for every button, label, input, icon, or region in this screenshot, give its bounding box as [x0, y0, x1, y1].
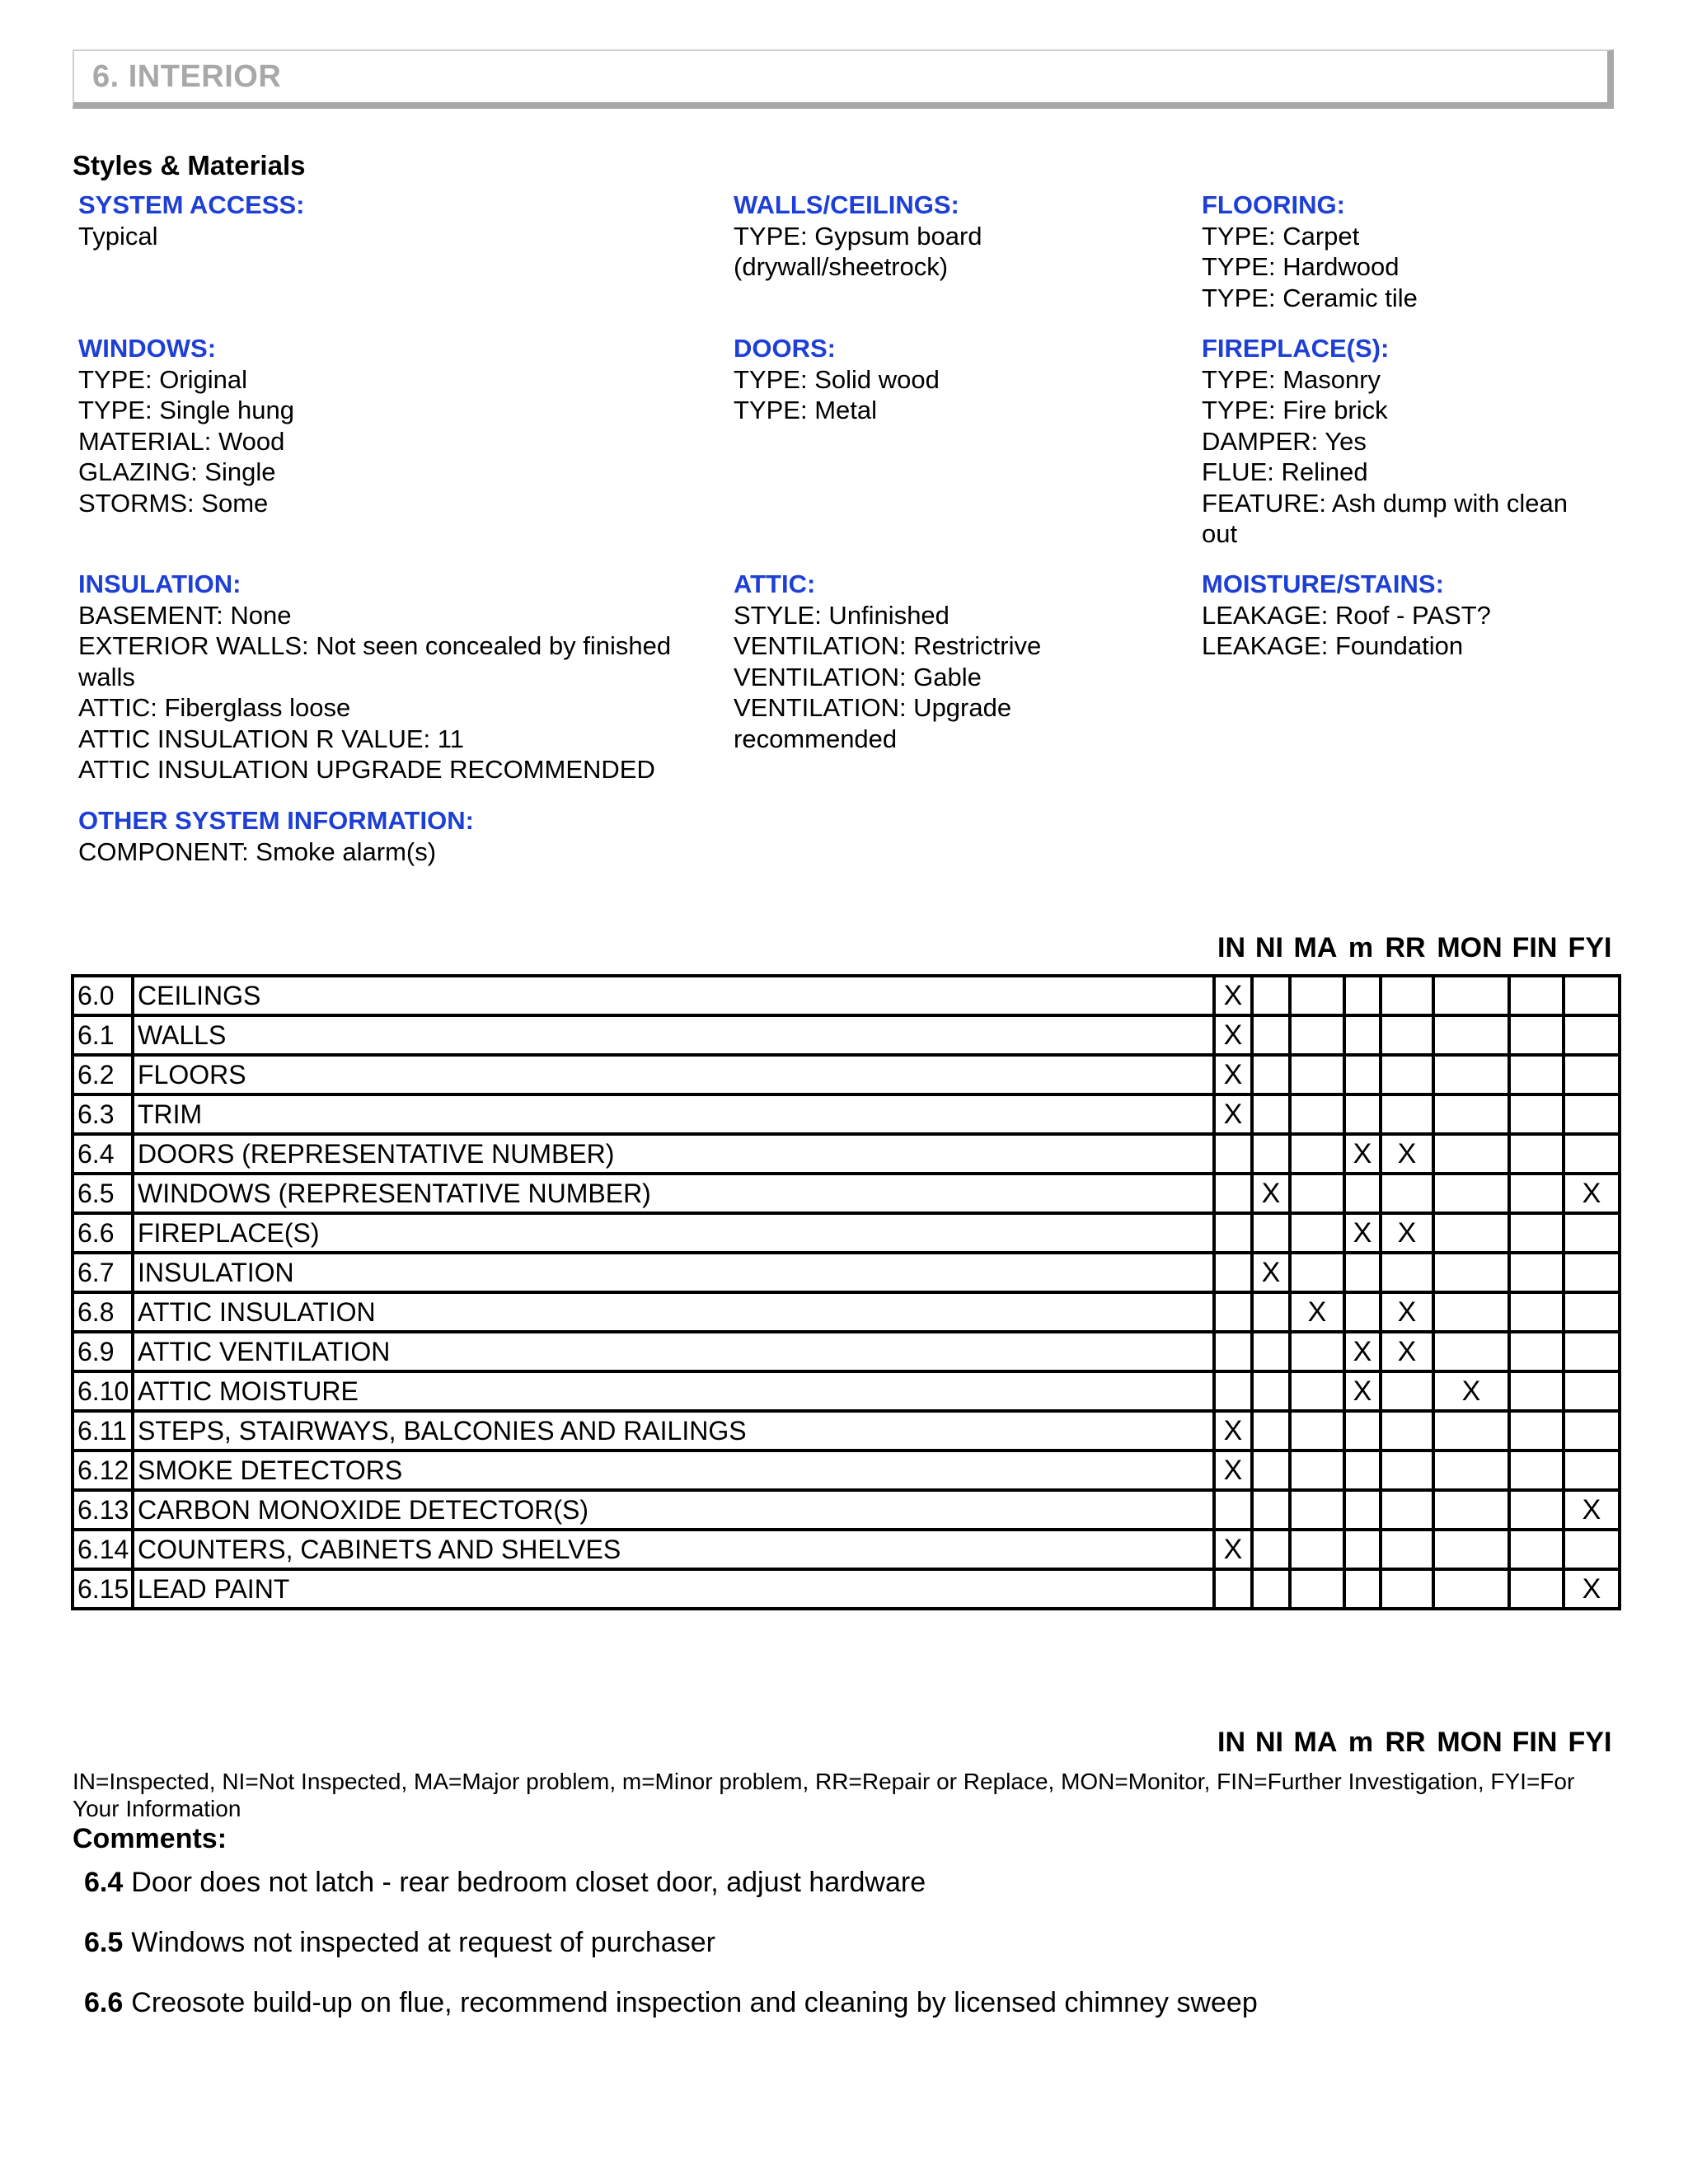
- mark-cell-fin: [1509, 1213, 1564, 1253]
- row-number: 6.11: [73, 1411, 133, 1451]
- block-header: OTHER SYSTEM INFORMATION:: [78, 806, 474, 835]
- column-header-fin: FIN: [1512, 1727, 1558, 1758]
- table-row: [73, 1094, 1620, 1134]
- column-header-mon: MON: [1437, 1727, 1503, 1758]
- row-item-label: ATTIC INSULATION: [133, 1292, 1214, 1332]
- block-line: BASEMENT: None: [78, 600, 292, 630]
- table-row: [73, 1411, 1620, 1451]
- mark-cell-mon: X: [1433, 1371, 1509, 1411]
- mark-cell-m: X: [1344, 1134, 1381, 1174]
- row-item-label: CARBON MONOXIDE DETECTOR(S): [133, 1490, 1214, 1530]
- mark-cell-m: [1344, 1411, 1381, 1451]
- mark-cell-ma: [1290, 1332, 1344, 1371]
- row-number: 6.7: [73, 1253, 133, 1292]
- mark-cell-fyi: [1564, 1530, 1620, 1569]
- mark-cell-fyi: [1564, 1411, 1620, 1451]
- mark-cell-ni: X: [1252, 1253, 1290, 1292]
- block-attic: [734, 569, 1041, 754]
- mark-cell-fyi: [1564, 1332, 1620, 1371]
- mark-cell-fin: [1509, 1253, 1564, 1292]
- mark-cell-ma: [1290, 1451, 1344, 1490]
- mark-cell-ni: [1252, 976, 1290, 1015]
- mark-cell-ni: [1252, 1371, 1290, 1411]
- mark-cell-ni: [1252, 1569, 1290, 1609]
- mark-cell-ma: [1290, 1134, 1344, 1174]
- table-row: [73, 1451, 1620, 1490]
- mark-cell-in: X: [1214, 1451, 1252, 1490]
- mark-cell-in: [1214, 1253, 1252, 1292]
- table-row: [73, 1530, 1620, 1569]
- mark-cell-fyi: X: [1564, 1490, 1620, 1530]
- block-line: TYPE: Hardwood: [1202, 252, 1400, 281]
- mark-cell-m: [1344, 1094, 1381, 1134]
- mark-cell-fyi: [1564, 1213, 1620, 1253]
- mark-cell-m: [1344, 1055, 1381, 1094]
- mark-cell-ni: [1252, 1490, 1290, 1530]
- row-number: 6.10: [73, 1371, 133, 1411]
- mark-cell-fyi: [1564, 976, 1620, 1015]
- block-line: GLAZING: Single: [78, 457, 276, 486]
- block-line: TYPE: Gypsum board: [734, 221, 982, 251]
- mark-cell-mon: [1433, 1055, 1509, 1094]
- mark-cell-fin: [1509, 1411, 1564, 1451]
- row-item-label: TRIM: [133, 1094, 1214, 1134]
- column-header-mon: MON: [1437, 932, 1503, 963]
- mark-cell-ma: [1290, 1055, 1344, 1094]
- mark-cell-fyi: [1564, 1055, 1620, 1094]
- mark-cell-fin: [1509, 976, 1564, 1015]
- mark-cell-fyi: X: [1564, 1569, 1620, 1609]
- block-line: TYPE: Carpet: [1202, 221, 1360, 251]
- mark-cell-m: [1344, 1015, 1381, 1055]
- mark-cell-m: [1344, 1451, 1381, 1490]
- block-header: DOORS:: [734, 334, 836, 363]
- mark-cell-in: X: [1214, 976, 1252, 1015]
- row-number: 6.13: [73, 1490, 133, 1530]
- column-header-m: m: [1348, 1727, 1374, 1758]
- mark-cell-ma: [1290, 1569, 1344, 1609]
- mark-cell-ma: [1290, 1015, 1344, 1055]
- mark-cell-mon: [1433, 1451, 1509, 1490]
- mark-cell-fyi: [1564, 1292, 1620, 1332]
- column-header-ma: MA: [1293, 932, 1338, 963]
- row-number: 6.12: [73, 1451, 133, 1490]
- mark-cell-mon: [1433, 1213, 1509, 1253]
- block-header: WINDOWS:: [78, 334, 217, 363]
- mark-cell-ni: [1252, 1015, 1290, 1055]
- mark-cell-fyi: [1564, 1094, 1620, 1134]
- block-line: TYPE: Fire brick: [1202, 396, 1388, 424]
- mark-cell-mon: [1433, 1015, 1509, 1055]
- block-line: VENTILATION: Gable: [734, 662, 982, 691]
- styles-materials-title: Styles & Materials: [73, 150, 306, 180]
- mark-cell-fyi: [1564, 1015, 1620, 1055]
- block-line: walls: [78, 662, 135, 691]
- mark-cell-rr: X: [1381, 1332, 1433, 1371]
- mark-cell-m: [1344, 1292, 1381, 1332]
- row-item-label: ATTIC MOISTURE: [133, 1371, 1214, 1411]
- block-fireplace: [1202, 333, 1568, 550]
- block-line: TYPE: Masonry: [1202, 364, 1381, 394]
- mark-cell-ni: [1252, 1094, 1290, 1134]
- table-row: [73, 1253, 1620, 1292]
- block-line: Typical: [78, 221, 158, 251]
- mark-cell-ma: [1290, 1371, 1344, 1411]
- row-number: 6.14: [73, 1530, 133, 1569]
- table-row: [73, 1055, 1620, 1094]
- legend: IN=Inspected, NI=Not Inspected, MA=Major problem, m=Minor problem, RR=Repair or Replace, MON=Monitor, FIN=Further Investigation, FYI=For Your Information: [73, 1769, 1575, 1821]
- mark-cell-rr: [1381, 1174, 1433, 1213]
- row-item-label: STEPS, STAIRWAYS, BALCONIES AND RAILINGS: [133, 1411, 1214, 1451]
- block-system-access: [78, 190, 304, 251]
- mark-cell-mon: [1433, 1530, 1509, 1569]
- row-number: 6.1: [73, 1015, 133, 1055]
- mark-cell-ni: [1252, 1451, 1290, 1490]
- mark-cell-rr: [1381, 1569, 1433, 1609]
- mark-cell-mon: [1433, 976, 1509, 1015]
- comment-id: 6.6: [84, 1987, 124, 2018]
- block-insulation: [78, 569, 671, 785]
- block-line: LEAKAGE: Foundation: [1202, 631, 1464, 660]
- block-line: DAMPER: Yes: [1202, 426, 1367, 456]
- mark-cell-mon: [1433, 1253, 1509, 1292]
- comment-text: Door does not latch - rear bedroom closet door, adjust hardware: [131, 1867, 926, 1898]
- mark-cell-ma: [1290, 1213, 1344, 1253]
- mark-cell-fin: [1509, 1134, 1564, 1174]
- mark-cell-fin: [1509, 1530, 1564, 1569]
- mark-cell-in: [1214, 1569, 1252, 1609]
- row-number: 6.6: [73, 1213, 133, 1253]
- mark-cell-mon: [1433, 1292, 1509, 1332]
- mark-cell-ma: X: [1290, 1292, 1344, 1332]
- column-header-m: m: [1348, 932, 1374, 963]
- mark-cell-rr: [1381, 1055, 1433, 1094]
- comment-id: 6.4: [84, 1867, 124, 1898]
- comment-id: 6.5: [84, 1927, 124, 1958]
- table-row: [73, 1569, 1620, 1609]
- block-line: TYPE: Metal: [734, 396, 877, 424]
- column-header-fyi: FYI: [1568, 932, 1612, 963]
- block-line: TYPE: Ceramic tile: [1202, 283, 1418, 312]
- row-number: 6.0: [73, 976, 133, 1015]
- block-line: FEATURE: Ash dump with clean: [1202, 488, 1568, 518]
- comment-text: Windows not inspected at request of purchaser: [131, 1927, 715, 1958]
- mark-cell-mon: [1433, 1411, 1509, 1451]
- mark-cell-fin: [1509, 1371, 1564, 1411]
- column-header-rr: RR: [1385, 932, 1426, 963]
- mark-cell-fin: [1509, 1451, 1564, 1490]
- mark-cell-fin: [1509, 1490, 1564, 1530]
- block-line: VENTILATION: Restrictrive: [734, 631, 1042, 660]
- row-item-label: SMOKE DETECTORS: [133, 1451, 1214, 1490]
- column-header-fin: FIN: [1512, 932, 1558, 963]
- comment-item: [84, 1927, 715, 1959]
- mark-cell-m: [1344, 976, 1381, 1015]
- mark-cell-fin: [1509, 1332, 1564, 1371]
- row-number: 6.3: [73, 1094, 133, 1134]
- comments-title: Comments:: [73, 1823, 227, 1854]
- mark-cell-ni: [1252, 1055, 1290, 1094]
- row-item-label: INSULATION: [133, 1253, 1214, 1292]
- comment-item: [84, 1987, 1258, 2019]
- block-line: out: [1202, 519, 1238, 548]
- mark-cell-rr: X: [1381, 1213, 1433, 1253]
- block-header: MOISTURE/STAINS:: [1202, 569, 1444, 598]
- mark-cell-m: X: [1344, 1332, 1381, 1371]
- mark-cell-ma: [1290, 1253, 1344, 1292]
- block-line: recommended: [734, 724, 898, 753]
- block-doors: [734, 333, 940, 426]
- mark-cell-in: [1214, 1174, 1252, 1213]
- block-line: STYLE: Unfinished: [734, 600, 950, 630]
- block-line: TYPE: Original: [78, 364, 248, 394]
- row-item-label: CEILINGS: [133, 976, 1214, 1015]
- mark-cell-ni: X: [1252, 1174, 1290, 1213]
- mark-cell-mon: [1433, 1094, 1509, 1134]
- mark-cell-fyi: [1564, 1371, 1620, 1411]
- mark-cell-m: [1344, 1253, 1381, 1292]
- table-row: [73, 1174, 1620, 1213]
- row-item-label: WALLS: [133, 1015, 1214, 1055]
- mark-cell-rr: [1381, 1371, 1433, 1411]
- block-header: ATTIC:: [734, 569, 816, 598]
- block-walls-ceilings: [734, 190, 982, 283]
- mark-cell-in: X: [1214, 1411, 1252, 1451]
- block-header: WALLS/CEILINGS:: [734, 190, 959, 219]
- column-header-in: IN: [1217, 1727, 1245, 1758]
- mark-cell-rr: [1381, 1490, 1433, 1530]
- mark-cell-ni: [1252, 1332, 1290, 1371]
- inspection-table: [71, 974, 1621, 1610]
- mark-cell-rr: [1381, 1411, 1433, 1451]
- table-row: [73, 1292, 1620, 1332]
- mark-cell-fyi: X: [1564, 1174, 1620, 1213]
- block-windows: [78, 333, 294, 518]
- block-line: EXTERIOR WALLS: Not seen concealed by finished: [78, 631, 672, 660]
- mark-cell-fyi: [1564, 1451, 1620, 1490]
- mark-cell-ma: [1290, 1490, 1344, 1530]
- block-line: LEAKAGE: Roof - PAST?: [1202, 600, 1491, 630]
- block-line: ATTIC INSULATION R VALUE: 11: [78, 724, 464, 753]
- mark-cell-in: X: [1214, 1094, 1252, 1134]
- row-item-label: ATTIC VENTILATION: [133, 1332, 1214, 1371]
- mark-cell-ma: [1290, 976, 1344, 1015]
- row-number: 6.5: [73, 1174, 133, 1213]
- block-header: FIREPLACE(S):: [1202, 334, 1390, 363]
- section-title: 6. INTERIOR: [92, 59, 282, 94]
- mark-cell-mon: [1433, 1490, 1509, 1530]
- mark-cell-fin: [1509, 1094, 1564, 1134]
- block-line: MATERIAL: Wood: [78, 426, 285, 456]
- column-header-ma: MA: [1293, 1727, 1338, 1758]
- block-line: STORMS: Some: [78, 488, 269, 518]
- section-header: [73, 49, 1614, 109]
- mark-cell-m: [1344, 1569, 1381, 1609]
- mark-cell-rr: [1381, 976, 1433, 1015]
- mark-cell-ni: [1252, 1134, 1290, 1174]
- comment-text: Creosote build-up on flue, recommend inspection and cleaning by licensed chimney sweep: [131, 1987, 1258, 2018]
- table-row: [73, 1213, 1620, 1253]
- mark-cell-m: X: [1344, 1371, 1381, 1411]
- block-line: ATTIC INSULATION UPGRADE RECOMMENDED: [78, 755, 655, 784]
- block-line: FLUE: Relined: [1202, 457, 1368, 486]
- block-line: (drywall/sheetrock): [734, 252, 949, 281]
- row-number: 6.4: [73, 1134, 133, 1174]
- mark-cell-ni: [1252, 1213, 1290, 1253]
- column-header-ni: NI: [1255, 1727, 1283, 1758]
- mark-cell-ni: [1252, 1411, 1290, 1451]
- block-header: SYSTEM ACCESS:: [78, 190, 305, 219]
- mark-cell-in: X: [1214, 1530, 1252, 1569]
- column-header-fyi: FYI: [1568, 1727, 1612, 1758]
- mark-cell-in: [1214, 1134, 1252, 1174]
- block-header: FLOORING:: [1202, 190, 1345, 219]
- row-item-label: WINDOWS (REPRESENTATIVE NUMBER): [133, 1174, 1214, 1213]
- mark-cell-in: [1214, 1490, 1252, 1530]
- block-line: VENTILATION: Upgrade: [734, 693, 1012, 722]
- row-item-label: COUNTERS, CABINETS AND SHELVES: [133, 1530, 1214, 1569]
- mark-cell-ma: [1290, 1411, 1344, 1451]
- mark-cell-in: X: [1214, 1015, 1252, 1055]
- table-row: [73, 1332, 1620, 1371]
- mark-cell-rr: X: [1381, 1134, 1433, 1174]
- column-header-rr: RR: [1385, 1727, 1426, 1758]
- mark-cell-mon: [1433, 1134, 1509, 1174]
- block-line: TYPE: Solid wood: [734, 364, 940, 394]
- mark-cell-rr: X: [1381, 1292, 1433, 1332]
- table-row: [73, 1490, 1620, 1530]
- row-number: 6.9: [73, 1332, 133, 1371]
- mark-cell-rr: [1381, 1530, 1433, 1569]
- table-row: [73, 1371, 1620, 1411]
- mark-cell-fin: [1509, 1174, 1564, 1213]
- mark-cell-in: [1214, 1332, 1252, 1371]
- mark-cell-fin: [1509, 1292, 1564, 1332]
- comment-item: [84, 1867, 926, 1899]
- block-other-system-info: [78, 805, 474, 867]
- mark-cell-fin: [1509, 1569, 1564, 1609]
- mark-cell-m: [1344, 1530, 1381, 1569]
- mark-cell-m: [1344, 1174, 1381, 1213]
- mark-cell-ni: [1252, 1530, 1290, 1569]
- block-header: INSULATION:: [78, 569, 241, 598]
- mark-cell-ni: [1252, 1292, 1290, 1332]
- mark-cell-mon: [1433, 1569, 1509, 1609]
- mark-cell-rr: [1381, 1094, 1433, 1134]
- block-flooring: [1202, 190, 1418, 313]
- mark-cell-fyi: [1564, 1134, 1620, 1174]
- row-item-label: FIREPLACE(S): [133, 1213, 1214, 1253]
- table-row: [73, 1134, 1620, 1174]
- mark-cell-ma: [1290, 1094, 1344, 1134]
- mark-cell-in: [1214, 1213, 1252, 1253]
- column-header-ni: NI: [1255, 932, 1283, 963]
- mark-cell-mon: [1433, 1332, 1509, 1371]
- mark-cell-ma: [1290, 1174, 1344, 1213]
- row-number: 6.8: [73, 1292, 133, 1332]
- row-number: 6.2: [73, 1055, 133, 1094]
- row-item-label: FLOORS: [133, 1055, 1214, 1094]
- row-item-label: DOORS (REPRESENTATIVE NUMBER): [133, 1134, 1214, 1174]
- mark-cell-fin: [1509, 1015, 1564, 1055]
- mark-cell-rr: [1381, 1451, 1433, 1490]
- column-header-in: IN: [1217, 932, 1245, 963]
- table-row: [73, 976, 1620, 1015]
- mark-cell-m: X: [1344, 1213, 1381, 1253]
- table-row: [73, 1015, 1620, 1055]
- mark-cell-fin: [1509, 1055, 1564, 1094]
- mark-cell-in: X: [1214, 1055, 1252, 1094]
- mark-cell-rr: [1381, 1015, 1433, 1055]
- mark-cell-fyi: [1564, 1253, 1620, 1292]
- mark-cell-mon: [1433, 1174, 1509, 1213]
- mark-cell-in: [1214, 1292, 1252, 1332]
- row-number: 6.15: [73, 1569, 133, 1609]
- mark-cell-rr: [1381, 1253, 1433, 1292]
- block-line: COMPONENT: Smoke alarm(s): [78, 837, 437, 866]
- mark-cell-ma: [1290, 1530, 1344, 1569]
- mark-cell-m: [1344, 1490, 1381, 1530]
- block-moisture-stains: [1202, 569, 1491, 662]
- row-item-label: LEAD PAINT: [133, 1569, 1214, 1609]
- block-line: TYPE: Single hung: [78, 396, 294, 424]
- block-line: ATTIC: Fiberglass loose: [78, 693, 351, 722]
- mark-cell-in: [1214, 1371, 1252, 1411]
